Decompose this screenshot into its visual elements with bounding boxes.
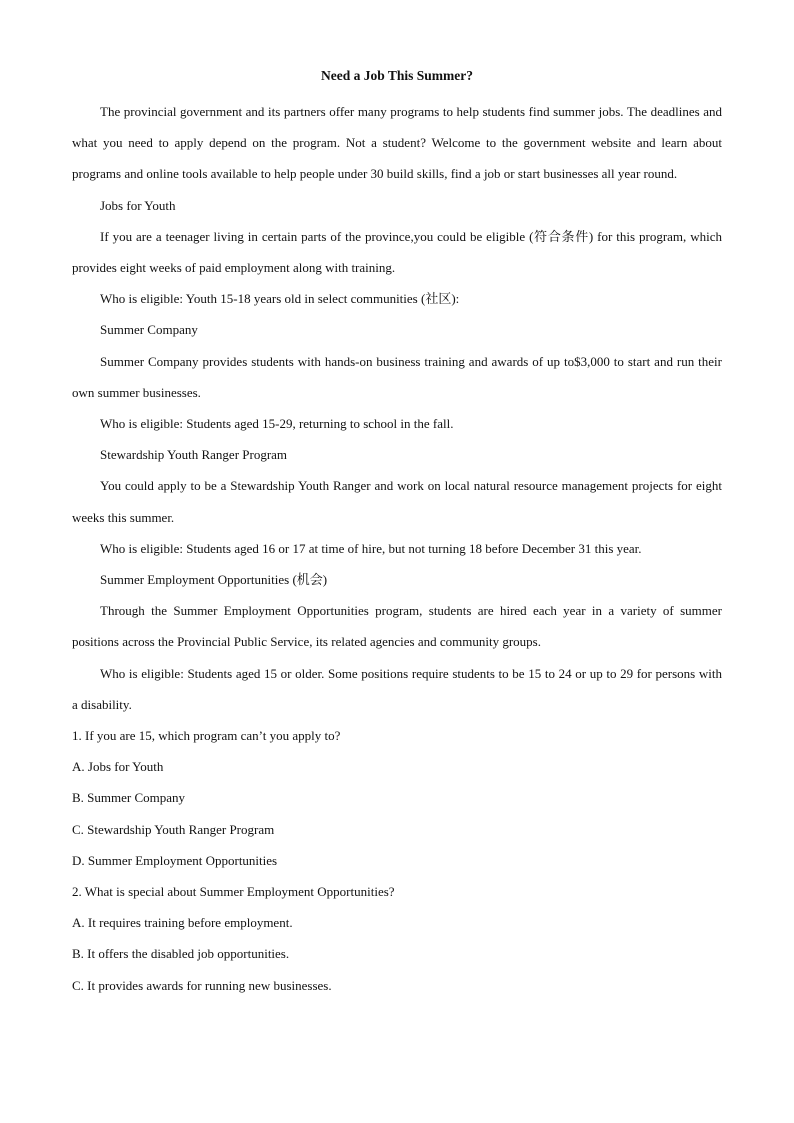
question-2-stem: 2. What is special about Summer Employment Opportunities?	[72, 884, 395, 900]
question-2-option-a: A. It requires training before employment.	[72, 915, 293, 931]
summer-employment-eligibility: Who is eligible: Students aged 15 or older. Some positions require students to be 15 to 24 or up to 29 for persons with a disability.	[72, 665, 722, 712]
summer-employment-description: Through the Summer Employment Opportunities program, students are hired each year in a variety of summer positions across the Provincial Public Service, its related agencies and community groups.	[72, 603, 722, 650]
question-1-option-d: D. Summer Employment Opportunities	[72, 852, 278, 868]
question-1-stem: 1. If you are 15, which program can’t you apply to?	[72, 728, 341, 744]
jobs-for-youth-description: If you are a teenager living in certain parts of the province,you could be eligible (符合条件) for this program, which provides eight weeks of paid employment along with training.	[72, 228, 722, 276]
summer-company-description: Summer Company provides students with hands-on business training and awards of up to$3,000 to start and run their own summer businesses.	[72, 353, 722, 400]
ranger-program-description: You could apply to be a Stewardship Youth Ranger and work on local natural resource management projects for eight weeks this summer.	[72, 478, 722, 525]
section-heading-jobs-for-youth: Jobs for Youth	[100, 197, 176, 213]
section-heading-summer-employment: Summer Employment Opportunities (机会)	[100, 572, 328, 588]
summer-company-eligibility: Who is eligible: Students aged 15-29, returning to school in the fall.	[100, 416, 454, 432]
section-heading-ranger-program: Stewardship Youth Ranger Program	[100, 447, 288, 463]
question-1-option-b: B. Summer Company	[72, 790, 186, 806]
intro-paragraph: The provincial government and its partners offer many programs to help students find summer jobs. The deadlines and what you need to apply depend on the program. Not a student? Welcome to the government website and learn about programs and online tools available to help people under 30 build skills, find a job or start businesses all year round.	[72, 104, 722, 182]
question-1-option-c: C. Stewardship Youth Ranger Program	[72, 821, 275, 837]
ranger-program-eligibility: Who is eligible: Students aged 16 or 17 at time of hire, but not turning 18 before December 31 this year.	[100, 540, 642, 556]
document-body	[72, 96, 722, 1001]
section-heading-summer-company: Summer Company	[100, 322, 198, 338]
question-2-option-b: B. It offers the disabled job opportunities.	[72, 946, 290, 962]
question-1-option-a: A. Jobs for Youth	[72, 759, 164, 775]
question-2-option-c: C. It provides awards for running new businesses.	[72, 977, 332, 993]
document-title: Need a Job This Summer?	[320, 68, 473, 83]
jobs-for-youth-eligibility: Who is eligible: Youth 15-18 years old in select communities (社区):	[100, 291, 460, 307]
